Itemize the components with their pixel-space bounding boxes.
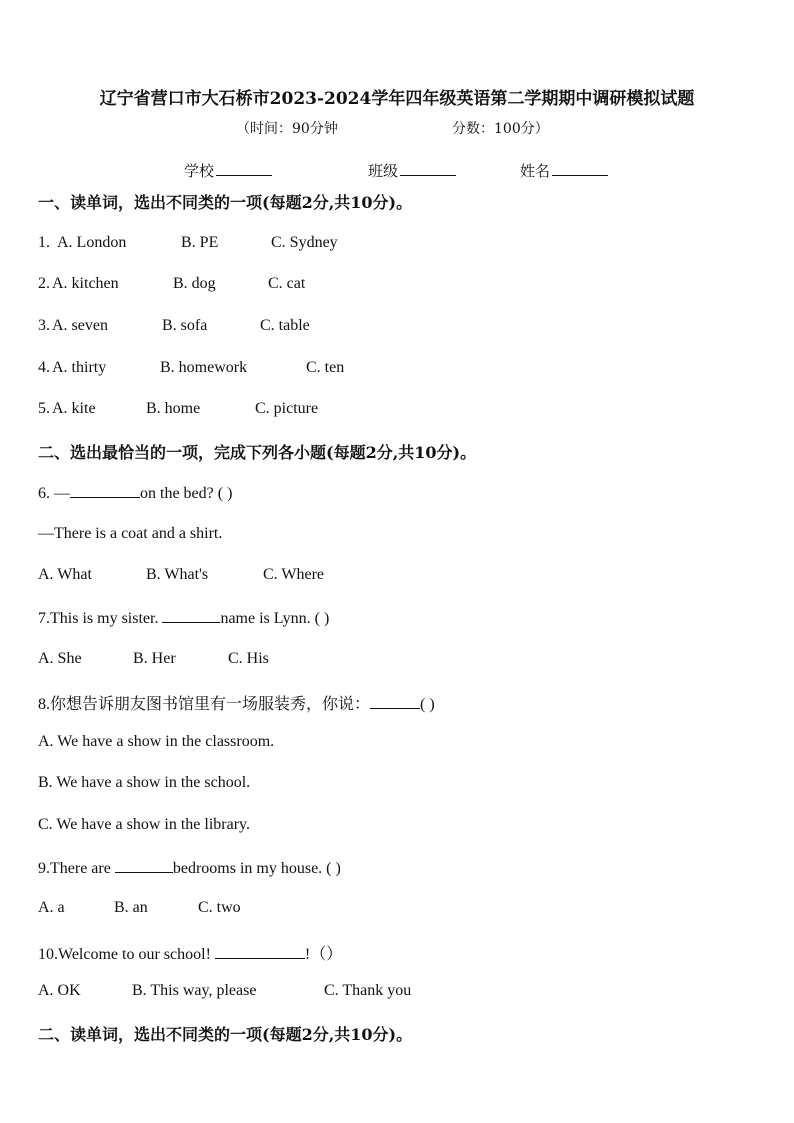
name-label: 姓名 xyxy=(520,162,551,180)
question-6-answer-line: —There is a coat and a shirt. xyxy=(38,525,223,542)
q10-option-a: A. OK xyxy=(38,982,81,999)
page-title: 辽宁省营口市大石桥市2023-2024学年四年级英语第二学期期中调研模拟试题 xyxy=(99,89,695,109)
section-2-heading: 二、选出最恰当的一项，完成下列各小题(每题2分,共10分)。 xyxy=(38,443,477,462)
q8-option-c: C. We have a show in the library. xyxy=(38,816,250,833)
q7-option-c: C. His xyxy=(228,650,269,667)
answer-blank xyxy=(215,944,305,959)
school-blank xyxy=(216,174,272,176)
question-8 xyxy=(38,691,435,714)
question-8-suffix: ( ) xyxy=(420,696,435,713)
answer-blank xyxy=(370,694,420,709)
question-10 xyxy=(38,941,342,964)
exam-score: 分数：100分） xyxy=(452,121,549,137)
q9-option-c: C. two xyxy=(198,899,241,916)
question-7-suffix: name is Lynn. ( ) xyxy=(220,610,330,627)
option-b: B. PE xyxy=(181,234,219,251)
class-label: 班级 xyxy=(368,162,399,180)
question-9-prefix: 9.There are xyxy=(38,860,115,877)
class-blank xyxy=(400,174,456,176)
question-number: 4. xyxy=(38,359,50,376)
option-c: C. ten xyxy=(306,359,345,376)
question-7-prefix: 7.This is my sister. xyxy=(38,610,163,627)
option-c: C. cat xyxy=(268,275,306,292)
answer-blank xyxy=(115,858,173,873)
option-a: A. seven xyxy=(52,317,108,334)
question-number: 3. xyxy=(38,317,50,334)
section-3-heading: 二、读单词，选出不同类的一项(每题2分,共10分)。 xyxy=(38,1025,413,1044)
school-label: 学校 xyxy=(184,162,215,180)
exam-time: （时间：90分钟 xyxy=(236,121,338,137)
option-a: A. kitchen xyxy=(52,275,119,292)
q6-option-c: C. Where xyxy=(263,566,325,583)
question-10-suffix: !（） xyxy=(304,946,343,963)
question-8-prefix: 8.你想告诉朋友图书馆里有一场服装秀，你说： xyxy=(38,696,371,713)
q8-option-b: B. We have a show in the school. xyxy=(38,774,251,791)
option-b: B. sofa xyxy=(162,317,208,334)
question-10-prefix: 10.Welcome to our school! xyxy=(38,946,215,963)
q10-option-b: B. This way, please xyxy=(132,982,257,999)
option-a: A. kite xyxy=(52,400,96,417)
q7-option-a: A. She xyxy=(38,650,82,667)
class-field xyxy=(368,160,456,181)
option-b: B. dog xyxy=(173,275,216,292)
question-6 xyxy=(38,483,232,503)
name-blank xyxy=(552,174,608,176)
q8-option-a: A. We have a show in the classroom. xyxy=(38,733,275,750)
option-b: B. homework xyxy=(160,359,248,376)
q7-option-b: B. Her xyxy=(133,650,176,667)
question-6-prefix: 6. — xyxy=(38,485,70,502)
option-c: C. Sydney xyxy=(271,234,338,251)
question-7 xyxy=(38,608,329,628)
q9-option-b: B. an xyxy=(114,899,148,916)
option-a: A. thirty xyxy=(52,359,107,376)
q6-option-b: B. What's xyxy=(146,566,209,583)
question-number: 5. xyxy=(38,400,50,417)
question-9-suffix: bedrooms in my house. ( ) xyxy=(172,860,341,877)
option-c: C. table xyxy=(260,317,310,334)
section-1-heading: 一、读单词，选出不同类的一项(每题2分,共10分)。 xyxy=(38,193,413,212)
answer-blank xyxy=(70,483,140,498)
q6-option-a: A. What xyxy=(38,566,92,583)
option-b: B. home xyxy=(146,400,201,417)
name-field xyxy=(520,160,608,181)
question-9 xyxy=(38,858,341,878)
answer-blank xyxy=(162,608,220,623)
question-number: 1. xyxy=(38,234,50,251)
question-6-suffix: on the bed? ( ) xyxy=(140,485,233,502)
school-field xyxy=(184,160,272,181)
q10-option-c: C. Thank you xyxy=(324,982,412,999)
q9-option-a: A. a xyxy=(38,899,65,916)
option-c: C. picture xyxy=(255,400,319,417)
question-number: 2. xyxy=(38,275,50,292)
option-a: A. London xyxy=(57,234,127,251)
